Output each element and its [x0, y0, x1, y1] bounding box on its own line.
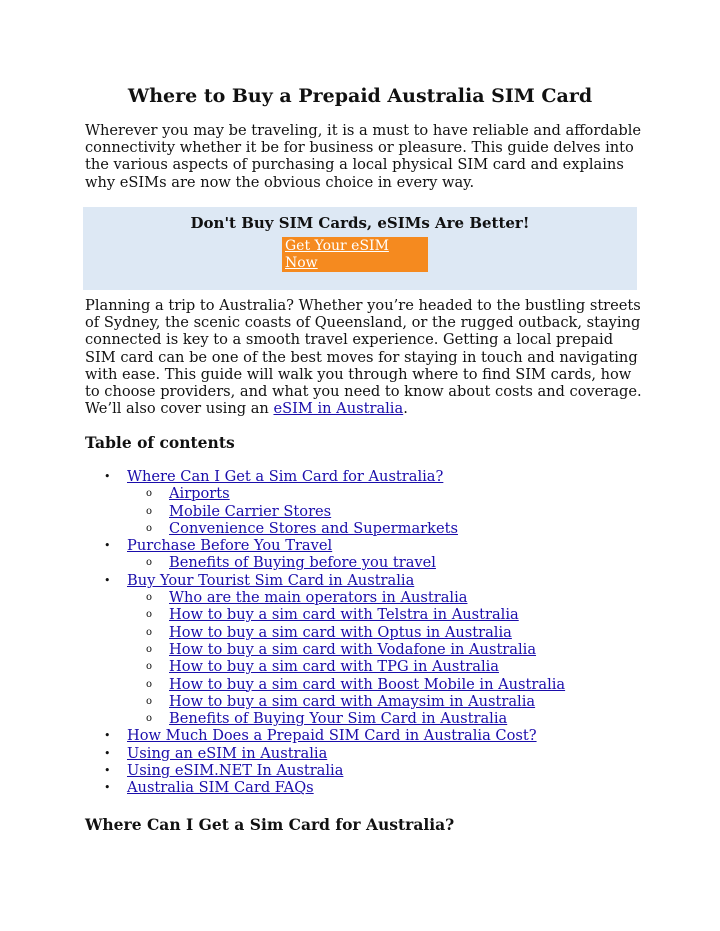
circle-bullet-icon: o — [146, 643, 153, 655]
bullet-icon: • — [104, 539, 111, 553]
toc-item — [85, 779, 645, 796]
toc-subitem — [85, 693, 645, 710]
toc-subitem — [85, 589, 645, 606]
toc-item — [85, 572, 645, 589]
toc-subitem — [85, 658, 645, 675]
circle-bullet-icon: o — [146, 557, 153, 569]
toc-sublink[interactable]: How to buy a sim card with Amaysim in Australia — [169, 692, 536, 710]
toc-sublink[interactable]: How to buy a sim card with TPG in Australia — [169, 658, 499, 676]
toc-subitem — [85, 503, 645, 520]
toc-link[interactable]: Where Can I Get a Sim Card for Australia? — [127, 468, 444, 485]
toc-subitem — [85, 554, 645, 571]
toc-sublink[interactable]: Mobile Carrier Stores — [169, 502, 332, 520]
toc-sublink[interactable]: Benefits of Buying Your Sim Card in Australia — [169, 710, 508, 728]
circle-bullet-icon: o — [146, 678, 153, 690]
cta-heading: Don't Buy SIM Cards, eSIMs Are Better! — [190, 214, 530, 232]
toc-item — [85, 727, 645, 744]
circle-bullet-icon: o — [146, 626, 153, 638]
toc-subitem — [85, 676, 645, 693]
intro-paragraph: Wherever you may be traveling, it is a must to have reliable and affordable connectivity whether it be for business or pleasure. This guide delves into the various aspects of purchasing a local physical SIM card and explains why eSIMs are now the obvious choice in every way. — [85, 122, 642, 191]
toc-subitem — [85, 606, 645, 623]
get-esim-button[interactable] — [282, 237, 428, 272]
toc-link[interactable]: Using an eSIM in Australia — [127, 744, 328, 762]
toc-link[interactable]: Purchase Before You Travel — [127, 537, 333, 555]
toc-heading: Table of contents — [85, 433, 235, 452]
bullet-icon: • — [104, 470, 111, 483]
circle-bullet-icon: o — [146, 609, 153, 621]
toc-item — [85, 745, 645, 762]
toc-subitem — [85, 624, 645, 641]
table-of-contents — [85, 468, 645, 797]
body-paragraph-text: Planning a trip to Australia? Whether you’re headed to the bustling streets of Sydney, the scenic coasts of Queensland, or the rugged outback, staying connected is key to a smooth travel experience. Getting a local prepaid SIM card can be one of the best moves for staying in touch and navigating with ease. This guide will walk you through where to find SIM cards, how to choose providers, and what you need to know about costs and coverage. We’ll also cover using an — [85, 297, 642, 418]
body-paragraph — [85, 297, 645, 417]
toc-item — [85, 537, 645, 554]
toc-subitem — [85, 520, 645, 537]
toc-subitem — [85, 641, 645, 658]
toc-subitem — [85, 485, 645, 502]
toc-sublink[interactable]: Who are the main operators in Australia — [169, 589, 468, 607]
esim-australia-link[interactable]: eSIM in Australia — [273, 400, 404, 418]
circle-bullet-icon: o — [146, 522, 153, 534]
toc-item — [85, 468, 645, 485]
toc-sublink[interactable]: How to buy a sim card with Vodafone in Australia — [169, 640, 537, 658]
toc-sublink[interactable]: Convenience Stores and Supermarkets — [169, 519, 458, 537]
circle-bullet-icon: o — [146, 592, 153, 604]
toc-subitem — [85, 710, 645, 727]
get-esim-button-label[interactable]: Get Your eSIM Now — [284, 238, 426, 272]
page-title: Where to Buy a Prepaid Australia SIM Card — [127, 85, 593, 107]
body-paragraph-end: . — [403, 400, 408, 418]
bullet-icon: • — [104, 781, 111, 795]
toc-sublink[interactable]: Benefits of Buying before you travel — [169, 554, 436, 572]
bullet-icon: • — [104, 573, 111, 587]
toc-item — [85, 762, 645, 779]
toc-sublink[interactable]: How to buy a sim card with Telstra in Australia — [169, 606, 519, 624]
bullet-icon: • — [104, 729, 111, 743]
cta-banner — [83, 207, 637, 290]
toc-link[interactable]: How Much Does a Prepaid SIM Card in Australia Cost? — [127, 727, 537, 745]
circle-bullet-icon: o — [146, 713, 153, 725]
circle-bullet-icon: o — [146, 695, 153, 707]
toc-link[interactable]: Buy Your Tourist Sim Card in Australia — [127, 571, 415, 589]
section-heading: Where Can I Get a Sim Card for Australia? — [85, 815, 455, 834]
bullet-icon: • — [104, 746, 111, 760]
toc-sublink[interactable]: How to buy a sim card with Boost Mobile in Australia — [169, 675, 566, 693]
toc-link[interactable]: Australia SIM Card FAQs — [127, 779, 314, 797]
toc-link[interactable]: Using eSIM.NET In Australia — [127, 762, 344, 780]
toc-sublink[interactable]: How to buy a sim card with Optus in Australia — [169, 623, 512, 641]
circle-bullet-icon: o — [146, 488, 153, 500]
bullet-icon: • — [104, 764, 111, 778]
toc-sublink[interactable]: Airports — [169, 485, 230, 503]
circle-bullet-icon: o — [146, 505, 153, 517]
circle-bullet-icon: o — [146, 661, 153, 673]
